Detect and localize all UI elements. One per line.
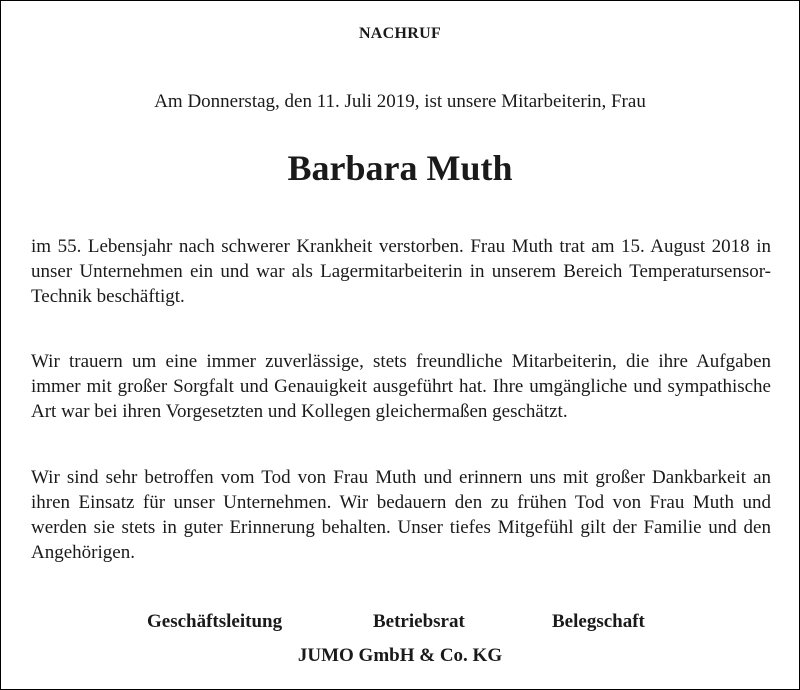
intro-line: Am Donnerstag, den 11. Juli 2019, ist unsere Mitarbeiterin, Frau (154, 91, 646, 112)
company-name: JUMO GmbH & Co. KG (297, 645, 503, 666)
paragraph-biography: im 55. Lebensjahr nach schwerer Krankheit verstorben. Frau Muth trat am 15. August 2018 in unser Unternehmen ein und war als Lagermitarbeiterin in unserem Bereich Temperatursensor-Technik beschäftigt. (31, 236, 771, 307)
signatory-staff: Belegschaft (552, 611, 645, 632)
paragraph-tribute: Wir trauern um eine immer zuverlässige, stets freundliche Mitarbeiterin, die ihre Aufgaben immer mit großer Sorgfalt und Genauigkeit ausgeführt hat. Ihre umgängliche und sympathische Art war bei ihren Vorgesetzten und Kollegen gleichermaßen geschätzt. (31, 351, 771, 422)
signatories-row (1, 611, 799, 637)
signatory-works-council: Betriebsrat (373, 611, 465, 632)
paragraph-condolence: Wir sind sehr betroffen vom Tod von Frau Muth und erinnern uns mit großer Dankbarkeit an ihren Einsatz für unser Unternehmen. Wir bedauern den zu frühen Tod von Frau Muth und werden sie stets in guter Erinnerung behalten. Unser tiefes Mitgefühl gilt der Familie und den Angehörigen. (31, 467, 771, 563)
signatory-management: Geschäftsleitung (147, 611, 283, 632)
notice-heading: NACHRUF (358, 25, 442, 42)
deceased-name: Barbara Muth (287, 148, 513, 188)
